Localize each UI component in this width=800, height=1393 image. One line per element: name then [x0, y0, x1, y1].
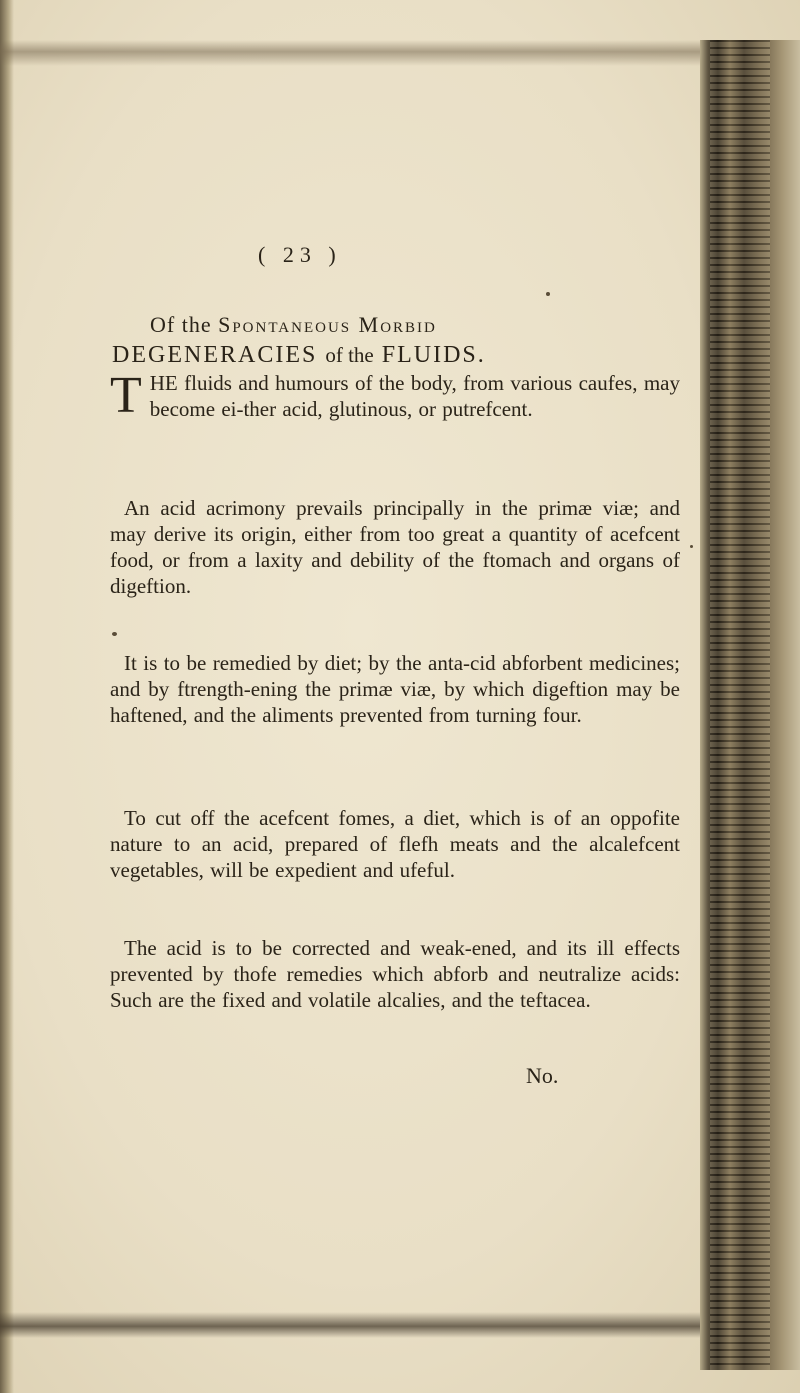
ink-speck [690, 545, 693, 548]
ink-speck [546, 292, 550, 296]
catchword: No. [526, 1063, 559, 1088]
heading-prefix: Of the [150, 312, 212, 337]
heading-connector: of the [325, 343, 374, 367]
paragraph-2: An acid acrimony prevails principally in the primæ viæ; and may derive its origin, either from too great a quantity of acefcent food, or from a laxity and debility of the ftomach and organs of digeftion. [110, 496, 680, 598]
heading-smallcaps: Spontaneous Morbid [218, 312, 437, 337]
paragraph-3: It is to be remedied by diet; by the anta-cid abforbent medicines; and by ftrength-ening the primæ viæ, by which digeftion may be haftened, and the aliments prevented from turning four. [110, 651, 680, 727]
heading-line-2 [112, 342, 692, 369]
heading-caps: DEGENERACIES [112, 342, 318, 368]
book-binding-gutter [700, 40, 800, 1370]
ink-speck [112, 632, 117, 636]
book-left-edge [0, 0, 14, 1393]
heading-caps-end: FLUIDS. [381, 342, 486, 368]
drop-cap: T [110, 367, 142, 424]
page-number: ( 23 ) [258, 242, 342, 267]
paragraph-5: The acid is to be corrected and weak-ened, and its ill effects prevented by thofe remedies which abforb and neutralize acids: Such are the fixed and volatile alcalies, and the teftacea. [110, 936, 680, 1012]
page-top-edge [0, 40, 800, 66]
paragraph-1 [110, 367, 680, 424]
page-bottom-edge [0, 1312, 800, 1338]
paragraph-1-text: HE fluids and humours of the body, from various caufes, may become ei-ther acid, glutinous, or putrefcent. [149, 371, 680, 421]
paragraph-4: To cut off the acefcent fomes, a diet, which is of an oppofite nature to an acid, prepared of flefh meats and the alcalefcent vegetables, will be expedient and ufeful. [110, 806, 680, 882]
heading-line-1 [150, 312, 670, 338]
